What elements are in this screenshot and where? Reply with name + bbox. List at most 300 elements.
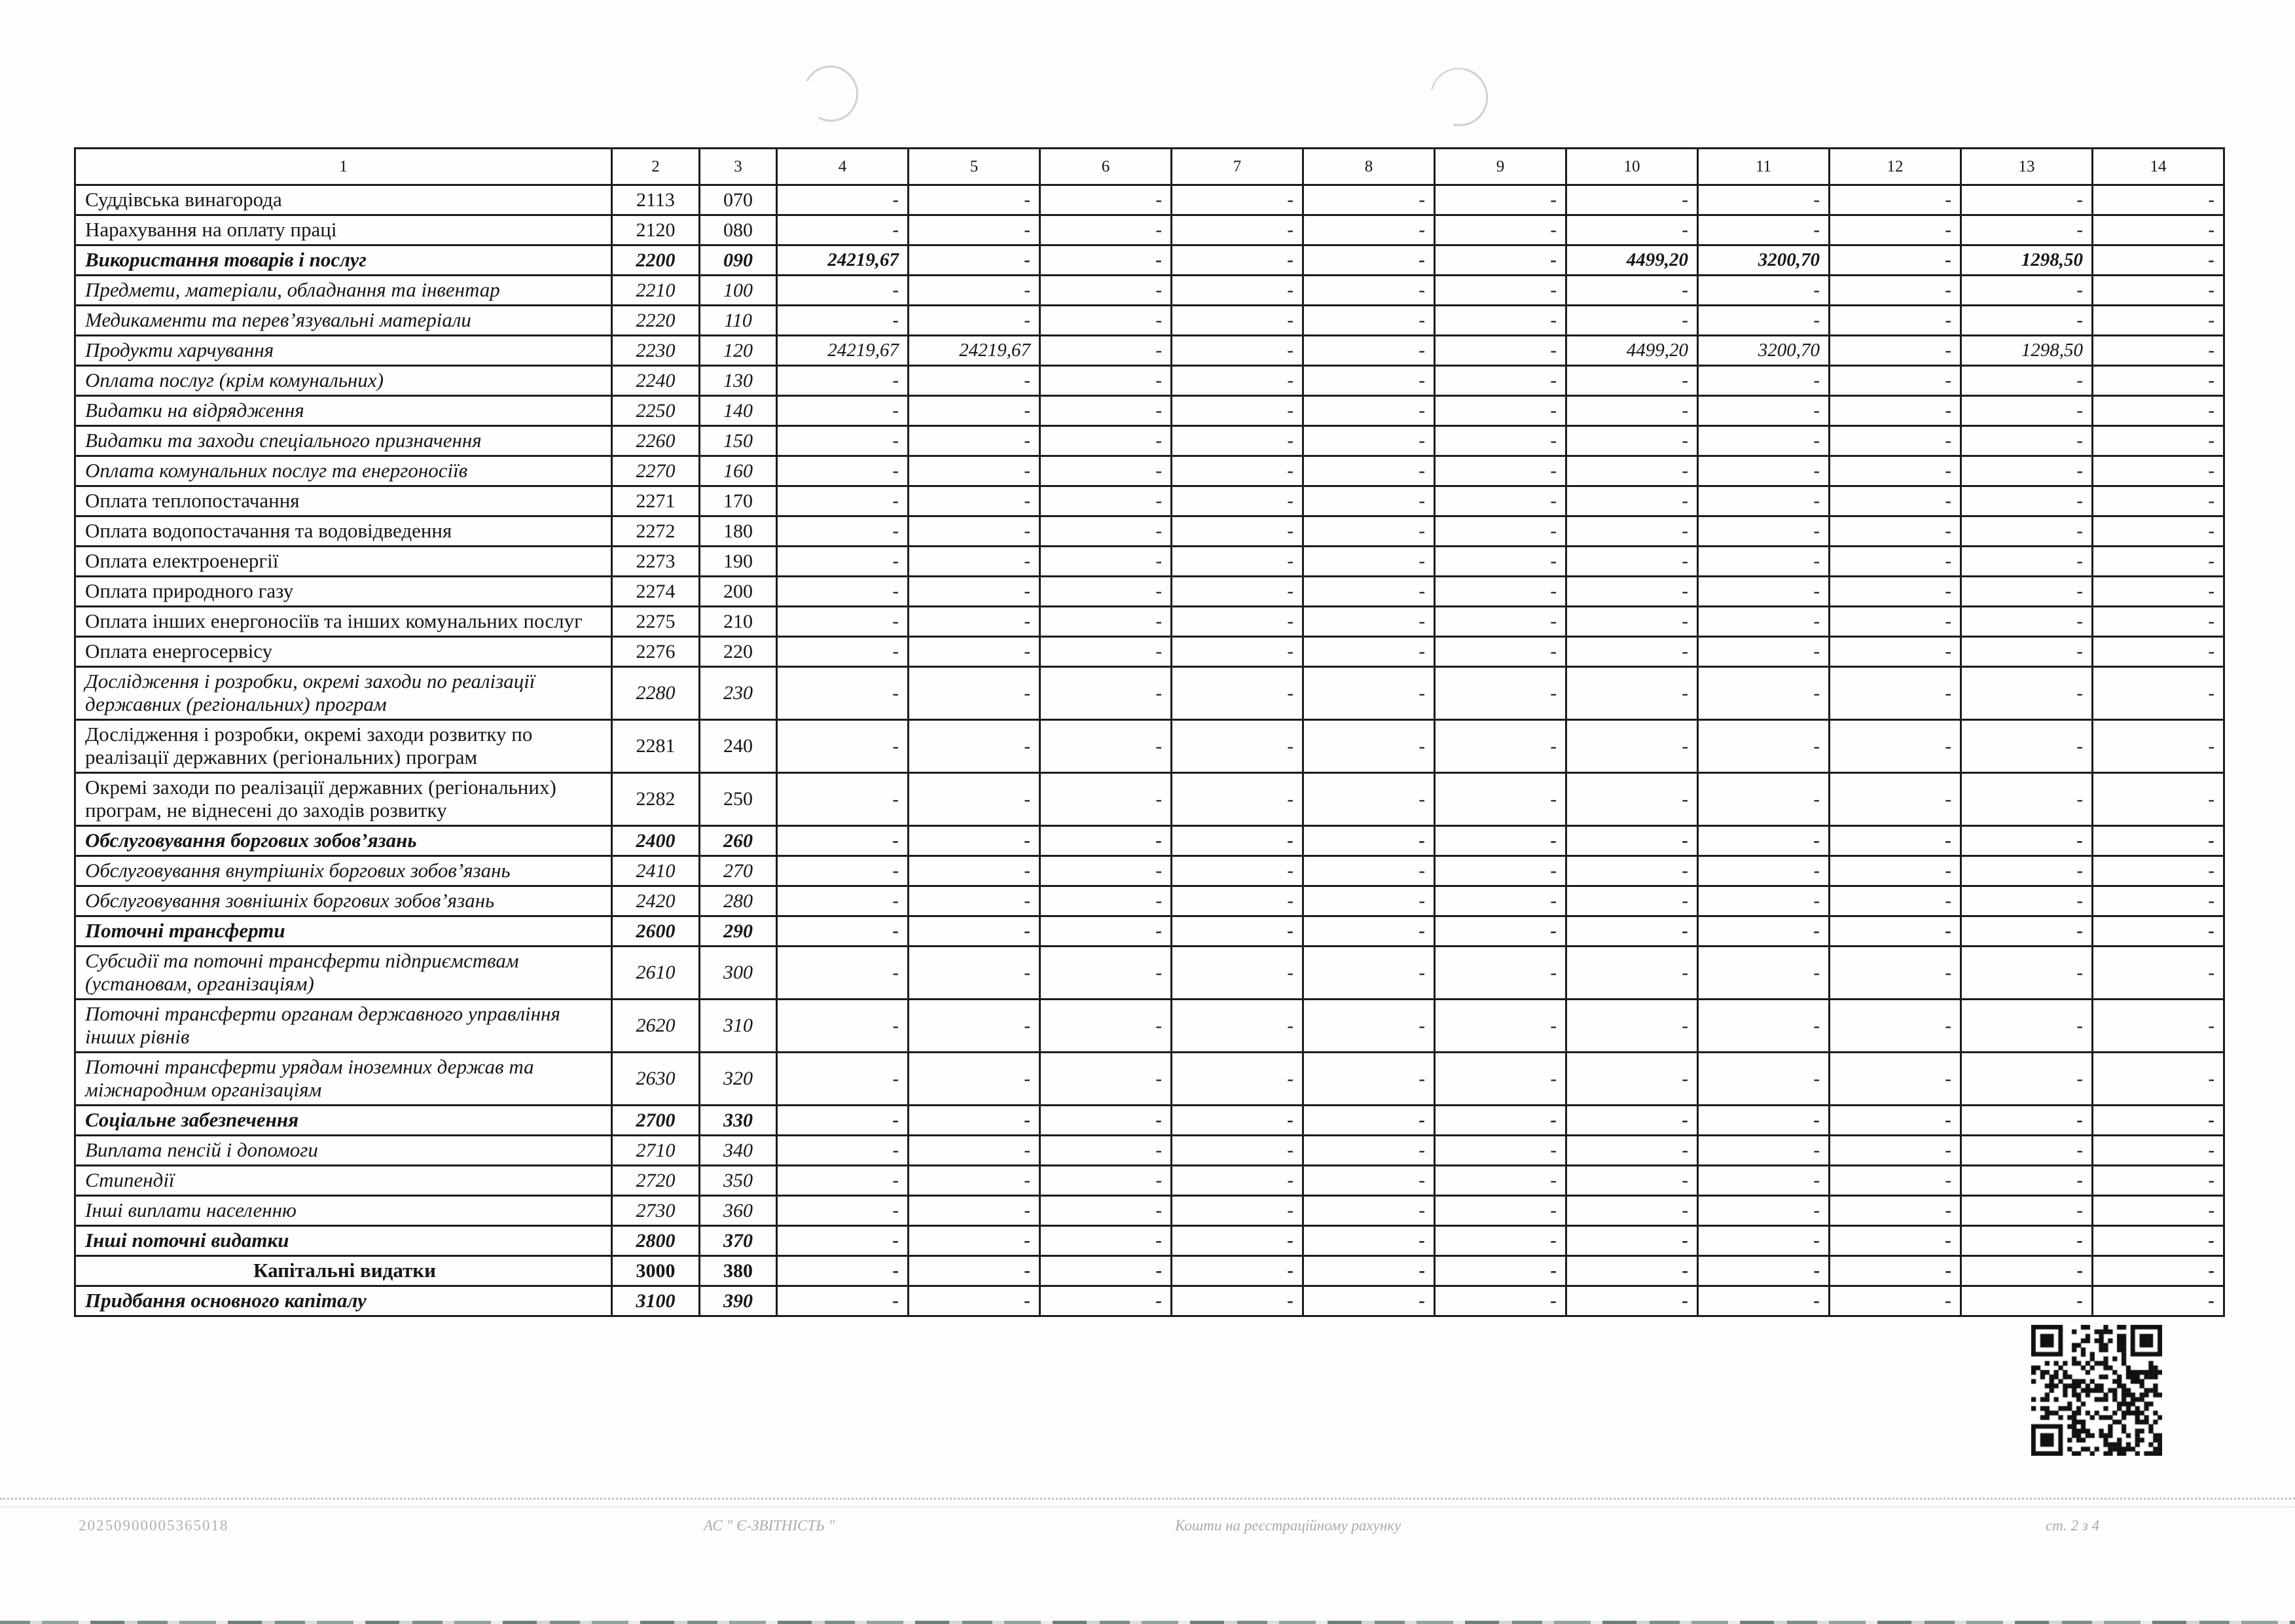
value-cell: - [1698,1166,1830,1196]
value-cell: - [909,637,1040,667]
value-cell: - [1435,637,1566,667]
value-cell: - [777,916,909,947]
value-cell: - [1172,547,1303,577]
value-cell: - [1040,1286,1172,1316]
line-code-cell: 070 [700,185,777,215]
table-row [75,215,2224,245]
kekv-code-cell: 3100 [612,1286,700,1316]
value-cell: 24219,67 [777,336,909,366]
value-cell: - [2093,1196,2224,1226]
value-cell: - [1961,1136,2093,1166]
value-cell: - [909,1000,1040,1053]
value-cell: - [1830,947,1961,1000]
row-label-cell: Капітальні видатки [75,1256,612,1286]
table-row [75,547,2224,577]
value-cell: - [777,215,909,245]
value-cell: - [1830,1106,1961,1136]
value-cell: - [2093,1256,2224,1286]
value-cell: - [777,1286,909,1316]
line-code-cell: 190 [700,547,777,577]
value-cell: - [1435,1196,1566,1226]
value-cell: - [2093,856,2224,886]
value-cell: - [1566,547,1698,577]
value-cell: - [1172,916,1303,947]
value-cell: - [1040,773,1172,826]
column-header: 4 [777,149,909,185]
value-cell: - [1303,547,1435,577]
value-cell: - [1435,336,1566,366]
line-code-cell: 160 [700,456,777,486]
value-cell: - [1566,916,1698,947]
value-cell: - [1303,1136,1435,1166]
value-cell: - [777,547,909,577]
value-cell: - [909,947,1040,1000]
row-label-cell: Обслуговування боргових зобов’язань [75,826,612,856]
value-cell: - [1566,1196,1698,1226]
value-cell: - [777,366,909,396]
value-cell: - [1303,773,1435,826]
value-cell: - [909,185,1040,215]
value-cell: - [1040,720,1172,773]
value-cell: - [2093,185,2224,215]
kekv-code-cell: 2250 [612,396,700,426]
footer-funds-label: Кошти на реєстраційному рахунку [1175,1517,1401,1534]
value-cell: - [1172,1226,1303,1256]
value-cell: - [1830,667,1961,720]
kekv-code-cell: 2113 [612,185,700,215]
value-cell: 24219,67 [777,245,909,276]
value-cell: - [777,1136,909,1166]
page-edge-strip [0,1621,2295,1624]
value-cell: - [2093,667,2224,720]
table-row [75,1000,2224,1053]
value-cell: - [1698,547,1830,577]
value-cell: - [1566,276,1698,306]
value-cell: - [1698,1226,1830,1256]
value-cell: - [1961,1000,2093,1053]
value-cell: - [1303,276,1435,306]
line-code-cell: 330 [700,1106,777,1136]
row-label-cell: Придбання основного капіталу [75,1286,612,1316]
value-cell: - [2093,215,2224,245]
value-cell: - [777,947,909,1000]
value-cell: - [909,720,1040,773]
value-cell: - [909,773,1040,826]
line-code-cell: 180 [700,516,777,547]
row-label-cell: Оплата теплопостачання [75,486,612,516]
value-cell: - [2093,1106,2224,1136]
row-label-cell: Медикаменти та перев’язувальні матеріали [75,306,612,336]
value-cell: - [1830,276,1961,306]
column-header: 3 [700,149,777,185]
table-row [75,185,2224,215]
value-cell: - [1830,185,1961,215]
value-cell: - [777,577,909,607]
value-cell: - [1698,1136,1830,1166]
value-cell: - [1435,396,1566,426]
table-row [75,1196,2224,1226]
line-code-cell: 080 [700,215,777,245]
value-cell: - [1435,826,1566,856]
value-cell: - [1961,826,2093,856]
value-cell: - [1172,516,1303,547]
value-cell: - [2093,547,2224,577]
line-code-cell: 360 [700,1196,777,1226]
column-header: 14 [2093,149,2224,185]
value-cell: - [1830,1256,1961,1286]
value-cell: - [1961,1226,2093,1256]
value-cell: - [1830,1000,1961,1053]
value-cell: - [1566,856,1698,886]
table-row [75,886,2224,916]
value-cell: - [777,1226,909,1256]
value-cell: - [1435,215,1566,245]
value-cell: - [1040,1000,1172,1053]
value-cell: - [1698,366,1830,396]
value-cell: - [1303,1000,1435,1053]
line-code-cell: 120 [700,336,777,366]
value-cell: - [2093,486,2224,516]
value-cell: - [909,1256,1040,1286]
value-cell: - [909,486,1040,516]
value-cell: - [1172,577,1303,607]
kekv-code-cell: 2230 [612,336,700,366]
table-row [75,720,2224,773]
value-cell: - [777,720,909,773]
value-cell: - [2093,720,2224,773]
column-header: 9 [1435,149,1566,185]
value-cell: - [1303,396,1435,426]
table-row [75,486,2224,516]
value-cell: - [2093,826,2224,856]
row-label-cell: Поточні трансферти урядам іноземних держав та міжнародним організаціям [75,1053,612,1106]
value-cell: - [1830,720,1961,773]
value-cell: - [1303,1196,1435,1226]
table-row [75,1136,2224,1166]
value-cell: - [1698,396,1830,426]
value-cell: - [1435,306,1566,336]
kekv-code-cell: 2272 [612,516,700,547]
value-cell: - [1961,456,2093,486]
value-cell: - [1040,215,1172,245]
table-row [75,947,2224,1000]
row-label-cell: Оплата комунальних послуг та енергоносіїв [75,456,612,486]
value-cell: - [1435,486,1566,516]
value-cell: - [1172,486,1303,516]
value-cell: 1298,50 [1961,245,2093,276]
value-cell: - [1961,396,2093,426]
value-cell: - [1830,1136,1961,1166]
value-cell: 24219,67 [909,336,1040,366]
row-label-cell: Інші поточні видатки [75,1226,612,1256]
value-cell: - [1172,886,1303,916]
value-cell: - [1961,947,2093,1000]
value-cell: - [1435,773,1566,826]
scan-artifact-arc [796,58,865,129]
value-cell: - [1435,886,1566,916]
value-cell: - [1566,1106,1698,1136]
column-header: 12 [1830,149,1961,185]
value-cell: - [1172,276,1303,306]
row-label-cell: Суддівська винагорода [75,185,612,215]
kekv-code-cell: 2274 [612,577,700,607]
value-cell: - [1566,426,1698,456]
value-cell: - [2093,886,2224,916]
value-cell: - [2093,426,2224,456]
row-label-cell: Дослідження і розробки, окремі заходи по реалізації державних (регіональних) програм [75,667,612,720]
footer-software-name: АС " Є-ЗВІТНІСТЬ " [704,1517,835,1534]
value-cell: - [1961,1196,2093,1226]
value-cell: - [1303,1053,1435,1106]
line-code-cell: 100 [700,276,777,306]
value-cell: - [1830,826,1961,856]
value-cell: - [1698,577,1830,607]
value-cell: - [777,773,909,826]
value-cell: - [1961,215,2093,245]
scan-artifact-arc [1419,57,1499,137]
value-cell: - [1435,426,1566,456]
kekv-code-cell: 2620 [612,1000,700,1053]
value-cell: - [1566,947,1698,1000]
expenditure-table [74,147,2225,1317]
value-cell: - [1172,1166,1303,1196]
value-cell: - [1566,366,1698,396]
value-cell: - [909,1136,1040,1166]
value-cell: - [1830,916,1961,947]
value-cell: - [909,426,1040,456]
value-cell: - [909,1106,1040,1136]
value-cell: - [909,1226,1040,1256]
line-code-cell: 350 [700,1166,777,1196]
value-cell: - [1698,185,1830,215]
value-cell: - [2093,336,2224,366]
value-cell: - [1040,577,1172,607]
value-cell: 1298,50 [1961,336,2093,366]
value-cell: - [1698,637,1830,667]
value-cell: - [1698,426,1830,456]
value-cell: - [1040,516,1172,547]
value-cell: - [1172,637,1303,667]
value-cell: - [1961,577,2093,607]
value-cell: - [909,856,1040,886]
row-label-cell: Виплата пенсій і допомоги [75,1136,612,1166]
value-cell: - [1303,856,1435,886]
value-cell: - [1698,306,1830,336]
kekv-code-cell: 2800 [612,1226,700,1256]
row-label-cell: Продукти харчування [75,336,612,366]
value-cell: - [1830,1053,1961,1106]
value-cell: - [1303,577,1435,607]
column-header: 8 [1303,149,1435,185]
value-cell: - [1303,947,1435,1000]
row-label-cell: Обслуговування зовнішніх боргових зобов’язань [75,886,612,916]
kekv-code-cell: 2271 [612,486,700,516]
row-label-cell: Інші виплати населенню [75,1196,612,1226]
value-cell: - [1830,366,1961,396]
value-cell: - [1172,667,1303,720]
value-cell: - [909,456,1040,486]
kekv-code-cell: 2281 [612,720,700,773]
value-cell: - [777,396,909,426]
value-cell: - [1566,456,1698,486]
value-cell: - [909,1053,1040,1106]
value-cell: - [777,1053,909,1106]
value-cell: - [1698,516,1830,547]
value-cell: - [1830,1226,1961,1256]
value-cell: - [1303,486,1435,516]
value-cell: - [909,916,1040,947]
value-cell: - [1303,720,1435,773]
value-cell: - [777,1256,909,1286]
table-row [75,1053,2224,1106]
value-cell: - [1435,245,1566,276]
table-row [75,916,2224,947]
table-row [75,856,2224,886]
value-cell: - [2093,1166,2224,1196]
value-cell: - [909,215,1040,245]
kekv-code-cell: 2420 [612,886,700,916]
value-cell: - [1172,306,1303,336]
value-cell: - [777,886,909,916]
value-cell: - [1172,336,1303,366]
value-cell: - [1435,856,1566,886]
value-cell: - [2093,456,2224,486]
value-cell: - [1040,426,1172,456]
value-cell: - [909,276,1040,306]
line-code-cell: 380 [700,1256,777,1286]
value-cell: - [1172,720,1303,773]
value-cell: - [1172,396,1303,426]
kekv-code-cell: 2710 [612,1136,700,1166]
value-cell: - [1961,637,2093,667]
value-cell: - [1303,1286,1435,1316]
value-cell: - [1303,215,1435,245]
value-cell: - [1566,215,1698,245]
row-label-cell: Окремі заходи по реалізації державних (регіональних) програм, не віднесені до заходів розвитку [75,773,612,826]
kekv-code-cell: 2240 [612,366,700,396]
column-header: 13 [1961,149,2093,185]
value-cell: - [1172,1196,1303,1226]
line-code-cell: 140 [700,396,777,426]
line-code-cell: 090 [700,245,777,276]
value-cell: - [1830,637,1961,667]
value-cell: - [1830,1286,1961,1316]
value-cell: - [1172,773,1303,826]
value-cell: - [1566,1000,1698,1053]
value-cell: - [1040,947,1172,1000]
value-cell: - [1566,1286,1698,1316]
value-cell: - [1040,366,1172,396]
value-cell: - [1040,637,1172,667]
value-cell: - [909,607,1040,637]
line-code-cell: 110 [700,306,777,336]
table-row [75,276,2224,306]
value-cell: - [1040,1136,1172,1166]
value-cell: - [1172,185,1303,215]
value-cell: - [1566,1053,1698,1106]
value-cell: - [1435,185,1566,215]
value-cell: - [2093,276,2224,306]
value-cell: - [1698,1286,1830,1316]
line-code-cell: 200 [700,577,777,607]
kekv-code-cell: 2276 [612,637,700,667]
value-cell: - [1698,886,1830,916]
row-label-cell: Оплата електроенергії [75,547,612,577]
value-cell: - [1566,637,1698,667]
value-cell: - [1172,856,1303,886]
value-cell: - [1698,916,1830,947]
value-cell: - [1172,456,1303,486]
line-code-cell: 260 [700,826,777,856]
value-cell: - [1303,516,1435,547]
line-code-cell: 300 [700,947,777,1000]
value-cell: - [1303,185,1435,215]
value-cell: - [1961,720,2093,773]
value-cell: - [1961,185,2093,215]
value-cell: - [1830,215,1961,245]
value-cell: - [1172,1053,1303,1106]
value-cell: - [1040,456,1172,486]
value-cell: - [909,306,1040,336]
column-header: 2 [612,149,700,185]
table-row [75,637,2224,667]
value-cell: - [1172,215,1303,245]
value-cell: - [2093,947,2224,1000]
row-label-cell: Дослідження і розробки, окремі заходи розвитку по реалізації державних (регіональних) програм [75,720,612,773]
value-cell: - [1961,366,2093,396]
table-row [75,607,2224,637]
row-label-cell: Обслуговування внутрішніх боргових зобов’язань [75,856,612,886]
value-cell: - [2093,637,2224,667]
kekv-code-cell: 2730 [612,1196,700,1226]
value-cell: - [1040,916,1172,947]
value-cell: - [1698,1053,1830,1106]
kekv-code-cell: 2260 [612,426,700,456]
value-cell: - [1566,667,1698,720]
value-cell: - [1040,306,1172,336]
qr-code [2031,1325,2162,1456]
line-code-cell: 240 [700,720,777,773]
value-cell: - [1303,1226,1435,1256]
value-cell: - [1566,185,1698,215]
value-cell: - [1566,516,1698,547]
value-cell: - [777,1196,909,1226]
value-cell: - [1040,667,1172,720]
line-code-cell: 150 [700,426,777,456]
value-cell: - [1172,245,1303,276]
value-cell: - [2093,916,2224,947]
value-cell: - [1435,1053,1566,1106]
value-cell: - [1566,1166,1698,1196]
value-cell: - [1435,1286,1566,1316]
value-cell: - [1830,426,1961,456]
value-cell: - [1698,486,1830,516]
value-cell: - [1961,276,2093,306]
value-cell: - [1566,607,1698,637]
value-cell: - [1698,720,1830,773]
row-label-cell: Предмети, матеріали, обладнання та інвентар [75,276,612,306]
value-cell: - [1040,1053,1172,1106]
value-cell: - [1961,1106,2093,1136]
kekv-code-cell: 3000 [612,1256,700,1286]
value-cell: - [1303,1166,1435,1196]
value-cell: - [1698,276,1830,306]
row-label-cell: Нарахування на оплату праці [75,215,612,245]
table-row [75,1226,2224,1256]
value-cell: - [2093,577,2224,607]
value-cell: - [1961,426,2093,456]
row-label-cell: Використання товарів і послуг [75,245,612,276]
